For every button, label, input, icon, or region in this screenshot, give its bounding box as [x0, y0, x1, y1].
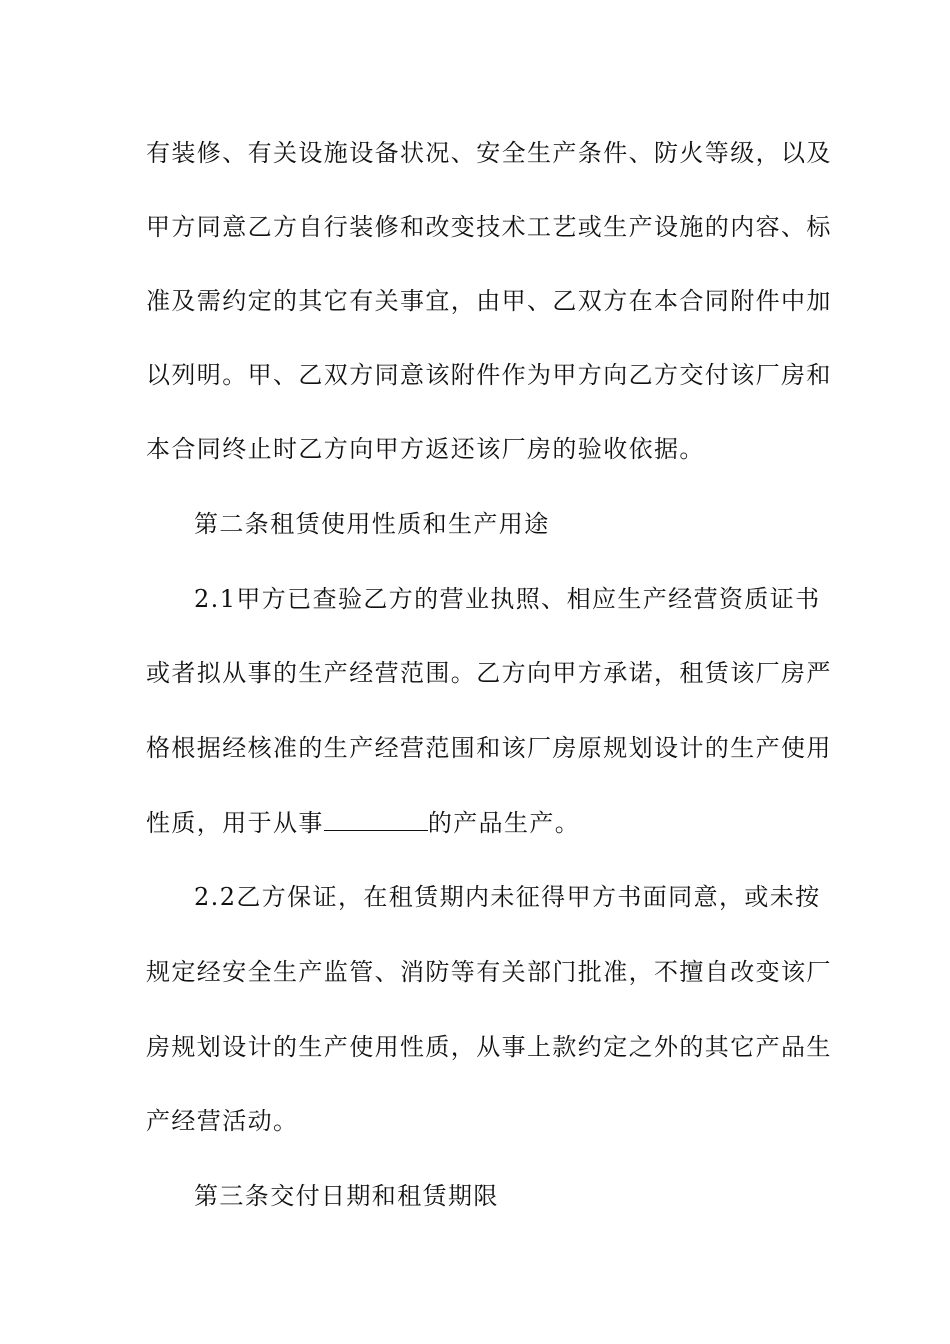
paragraph-line: 产经营活动。 [146, 1107, 299, 1135]
paragraph-line: 以列明。甲、乙双方同意该附件作为甲方向乙方交付该厂房和 [146, 361, 832, 389]
paragraph-line: 格根据经核准的生产经营范围和该厂房原规划设计的生产使用 [146, 734, 832, 762]
paragraph-line: 规定经安全生产监管、消防等有关部门批准，不擅自改变该厂 [146, 958, 832, 986]
clause-2-2-line: 2.2乙方保证，在租赁期内未征得甲方书面同意，或未按 [194, 883, 821, 911]
fill-line-after: 的产品生产。 [427, 809, 581, 837]
paragraph-line: 房规划设计的生产使用性质，从事上款约定之外的其它产品生 [146, 1033, 832, 1061]
fill-line-before: 性质，用于从事 [146, 809, 324, 837]
paragraph-line: 有装修、有关设施设备状况、安全生产条件、防火等级，以及 [146, 139, 832, 167]
paragraph-line: 甲方同意乙方自行装修和改变技术工艺或生产设施的内容、标 [146, 213, 832, 241]
fill-in-line [146, 807, 816, 839]
clause-2-1-line: 2.1甲方已查验乙方的营业执照、相应生产经营资质证书 [194, 585, 821, 613]
section-heading-article-3: 第三条交付日期和租赁期限 [194, 1182, 499, 1210]
blank-underline [324, 810, 428, 831]
paragraph-line: 准及需约定的其它有关事宜，由甲、乙双方在本合同附件中加 [146, 287, 832, 315]
section-heading-article-2: 第二条租赁使用性质和生产用途 [194, 510, 550, 538]
paragraph-line: 本合同终止时乙方向甲方返还该厂房的验收依据。 [146, 435, 705, 463]
paragraph-line: 或者拟从事的生产经营范围。乙方向甲方承诺，租赁该厂房严 [146, 659, 832, 687]
